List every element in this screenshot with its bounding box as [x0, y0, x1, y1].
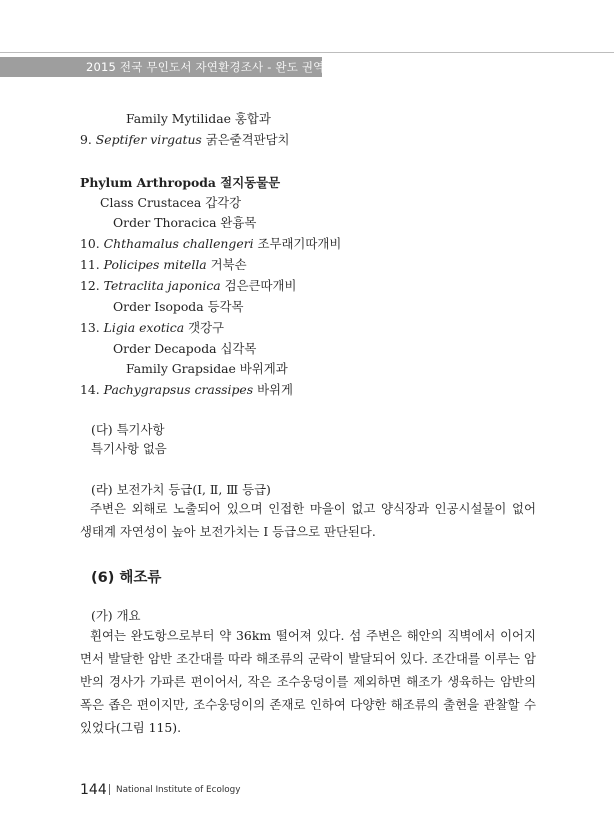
class-crustacea: Class Crustacea 갑각강: [100, 195, 242, 210]
footer-organization: National Institute of Ecology: [116, 785, 241, 795]
item-number: 10.: [80, 236, 100, 251]
species-item-13: [80, 320, 224, 336]
korean-name: 검은큰따개비: [224, 278, 297, 293]
section-ra-paragraph: [80, 497, 536, 543]
item-number: 13.: [80, 320, 100, 335]
order-thoracica: Order Thoracica 완흉목: [113, 215, 257, 230]
running-header: 2015 전국 무인도서 자연환경조사 - 완도 권역: [86, 60, 325, 74]
section-ga-paragraph: [80, 624, 536, 739]
order-isopoda: Order Isopoda 등각목: [113, 299, 244, 314]
scientific-name: Septifer virgatus: [95, 132, 202, 147]
species-item-14: [80, 382, 293, 398]
species-item-9: [80, 132, 290, 148]
item-number: 11.: [80, 257, 100, 272]
footer-separator: [109, 784, 110, 795]
item-number: 12.: [80, 278, 100, 293]
header-rule: [0, 52, 614, 53]
scientific-name: Tetraclita japonica: [103, 278, 221, 293]
section-ga-heading: (가) 개요: [91, 608, 141, 623]
section-ra-heading: (라) 보전가치 등급(Ⅰ, Ⅱ, Ⅲ 등급): [91, 482, 271, 497]
section-ga-body: 휜여는 완도항으로부터 약 36km 떨어져 있다. 섬 주변은 해안의 직벽에서 이어지면서 발달한 암반 조간대를 따라 해조류의 군락이 발달되어 있다. 조간대를 이루는 암반의 경사가 가파른 편이어서, 작은 조수웅덩이를 제외하면 해조가 생육하는 암반의 폭은 좁은 편이지만, 조수웅덩이의 존재로 인하여 다양한 해조류의 출현을 관찰할 수 있었다(그림 115).: [80, 628, 536, 735]
section-da-heading: (다) 특기사항: [91, 422, 165, 437]
family-grapsidae: Family Grapsidae 바위게과: [126, 361, 288, 376]
scientific-name: Policipes mitella: [103, 257, 207, 272]
section-ra-body: 주변은 외해로 노출되어 있으며 인접한 마을이 없고 양식장과 인공시설물이 없어 생태계 자연성이 높아 보전가치는 Ⅰ 등급으로 판단된다.: [80, 501, 536, 539]
scientific-name: Pachygrapsus crassipes: [103, 382, 254, 397]
species-item-11: [80, 257, 247, 273]
korean-name: 굵은줄격판담치: [205, 132, 290, 147]
family-mytilidae: Family Mytilidae 홍합과: [126, 111, 271, 126]
korean-name: 바위게: [257, 382, 293, 397]
item-number: 9.: [80, 132, 92, 147]
order-decapoda: Order Decapoda 십각목: [113, 341, 257, 356]
scientific-name: Ligia exotica: [103, 320, 185, 335]
section-da-body: 특기사항 없음: [91, 441, 167, 456]
korean-name: 조무래기따개비: [257, 236, 342, 251]
item-number: 14.: [80, 382, 100, 397]
scientific-name: Chthamalus challengeri: [103, 236, 254, 251]
page-number: 144: [80, 782, 107, 798]
species-item-12: [80, 278, 296, 294]
phylum-arthropoda: Phylum Arthropoda 절지동물문: [80, 175, 281, 190]
korean-name: 거북손: [210, 257, 247, 272]
section-6-title: (6) 해조류: [91, 570, 162, 586]
korean-name: 갯강구: [188, 320, 225, 335]
species-item-10: [80, 236, 341, 252]
